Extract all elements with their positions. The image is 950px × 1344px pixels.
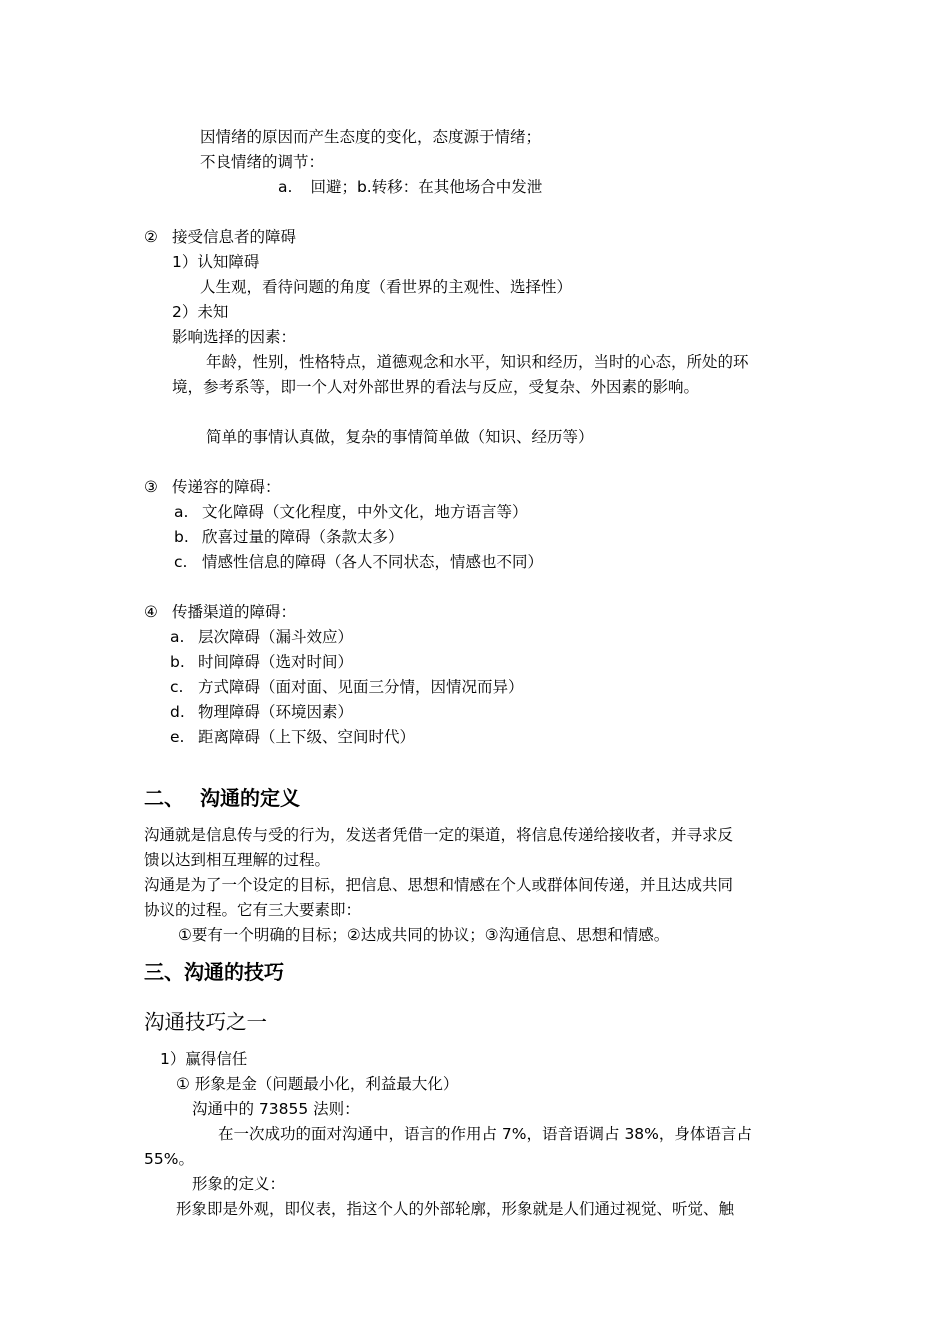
definition-p2-line-3: ①要有一个明确的目标；②达成共同的协议；③沟通信息、思想和情感。 bbox=[178, 926, 670, 944]
list-text: 时间障碍（选对时间） bbox=[198, 653, 354, 671]
receiver-title: 接受信息者的障碍 bbox=[172, 228, 297, 246]
list-text: 方式障碍（面对面、见面三分情，因情况而异） bbox=[198, 678, 524, 696]
law-line-2: 55%。 bbox=[144, 1150, 194, 1168]
content-barrier-title: 传递容的障碍： bbox=[172, 478, 281, 496]
emotion-line-1: 因情绪的原因而产生态度的变化，态度源于情绪； bbox=[200, 128, 542, 146]
list-marker: c. bbox=[174, 553, 188, 571]
circled-number-4: ④ bbox=[144, 603, 158, 621]
list-text: 层次障碍（漏斗效应） bbox=[198, 628, 354, 646]
circled-number-2: ② bbox=[144, 228, 158, 246]
definition-p1-line-2: 馈以达到相互理解的过程。 bbox=[144, 851, 331, 869]
section-2-number: 二、 bbox=[144, 786, 184, 810]
simple-rule: 简单的事情认真做，复杂的事情简单做（知识、经历等） bbox=[206, 428, 594, 446]
content-barrier-heading bbox=[144, 475, 281, 499]
definition-p1-line-1: 沟通就是信息传与受的行为，发送者凭借一定的渠道，将信息传递给接收者，并寻求反 bbox=[144, 826, 734, 844]
list-text: 物理障碍（环境因素） bbox=[198, 703, 354, 721]
list-marker: a. bbox=[170, 628, 185, 646]
image-definition-title: 形象的定义： bbox=[192, 1175, 286, 1193]
skill-item-1: 1）赢得信任 bbox=[160, 1050, 248, 1068]
receiver-item-1-desc: 人生观，看待问题的角度（看世界的主观性、选择性） bbox=[200, 278, 573, 296]
list-item bbox=[170, 625, 353, 649]
list-text: 文化障碍（文化程度，中外文化，地方语言等） bbox=[202, 503, 528, 521]
circled-number-3: ③ bbox=[144, 478, 158, 496]
law-line-1: 在一次成功的面对沟通中，语言的作用占 7%，语音语调占 38%，身体语言占 bbox=[218, 1125, 752, 1143]
list-text: 情感性信息的障碍（各人不同状态，情感也不同） bbox=[202, 553, 544, 571]
list-marker: d. bbox=[170, 703, 185, 721]
list-item bbox=[170, 725, 415, 749]
channel-barrier-title: 传播渠道的障碍： bbox=[172, 603, 297, 621]
list-marker: a. bbox=[174, 503, 189, 521]
law-title: 沟通中的 73855 法则： bbox=[192, 1100, 360, 1118]
definition-p2-line-2: 协议的过程。它有三大要素即： bbox=[144, 901, 362, 919]
list-marker: e. bbox=[170, 728, 185, 746]
list-marker: a. bbox=[278, 178, 293, 196]
emotion-line-3 bbox=[278, 175, 542, 199]
list-text: 欣喜过量的障碍（条款太多） bbox=[202, 528, 404, 546]
list-text: 距离障碍（上下级、空间时代） bbox=[198, 728, 416, 746]
receiver-item-2: 2）未知 bbox=[172, 303, 229, 321]
receiver-item-1: 1）认知障碍 bbox=[172, 253, 260, 271]
image-definition-line-1: 形象即是外观，即仪表，指这个人的外部轮廓，形象就是人们通过视觉、听觉、触 bbox=[176, 1200, 735, 1218]
list-marker: b. bbox=[174, 528, 189, 546]
emotion-line-2: 不良情绪的调节： bbox=[200, 153, 325, 171]
factors-line-1: 年龄，性别，性格特点，道德观念和水平，知识和经历，当时的心态，所处的环 bbox=[206, 353, 749, 371]
factors-title: 影响选择的因素： bbox=[172, 328, 297, 346]
list-text: 回避；b.转移：在其他场合中发泄 bbox=[310, 178, 543, 196]
skill-item-1a: ① 形象是金（问题最小化，利益最大化） bbox=[176, 1075, 459, 1093]
list-item bbox=[170, 700, 353, 724]
list-item bbox=[170, 675, 524, 699]
factors-line-2: 境，参考系等，即一个人对外部世界的看法与反应，受复杂、外因素的影响。 bbox=[172, 378, 700, 396]
list-item bbox=[174, 525, 404, 549]
list-marker: b. bbox=[170, 653, 185, 671]
list-item bbox=[170, 650, 353, 674]
section-3-subheading: 沟通技巧之一 bbox=[144, 1010, 267, 1034]
list-item bbox=[174, 550, 543, 574]
list-item bbox=[174, 500, 528, 524]
channel-barrier-heading bbox=[144, 600, 296, 624]
section-3-heading: 三、沟通的技巧 bbox=[144, 960, 284, 984]
list-marker: c. bbox=[170, 678, 184, 696]
section-2-title: 沟通的定义 bbox=[200, 786, 300, 810]
section-2-heading bbox=[144, 784, 300, 812]
receiver-heading bbox=[144, 225, 296, 249]
definition-p2-line-1: 沟通是为了一个设定的目标，把信息、思想和情感在个人或群体间传递，并且达成共同 bbox=[144, 876, 734, 894]
